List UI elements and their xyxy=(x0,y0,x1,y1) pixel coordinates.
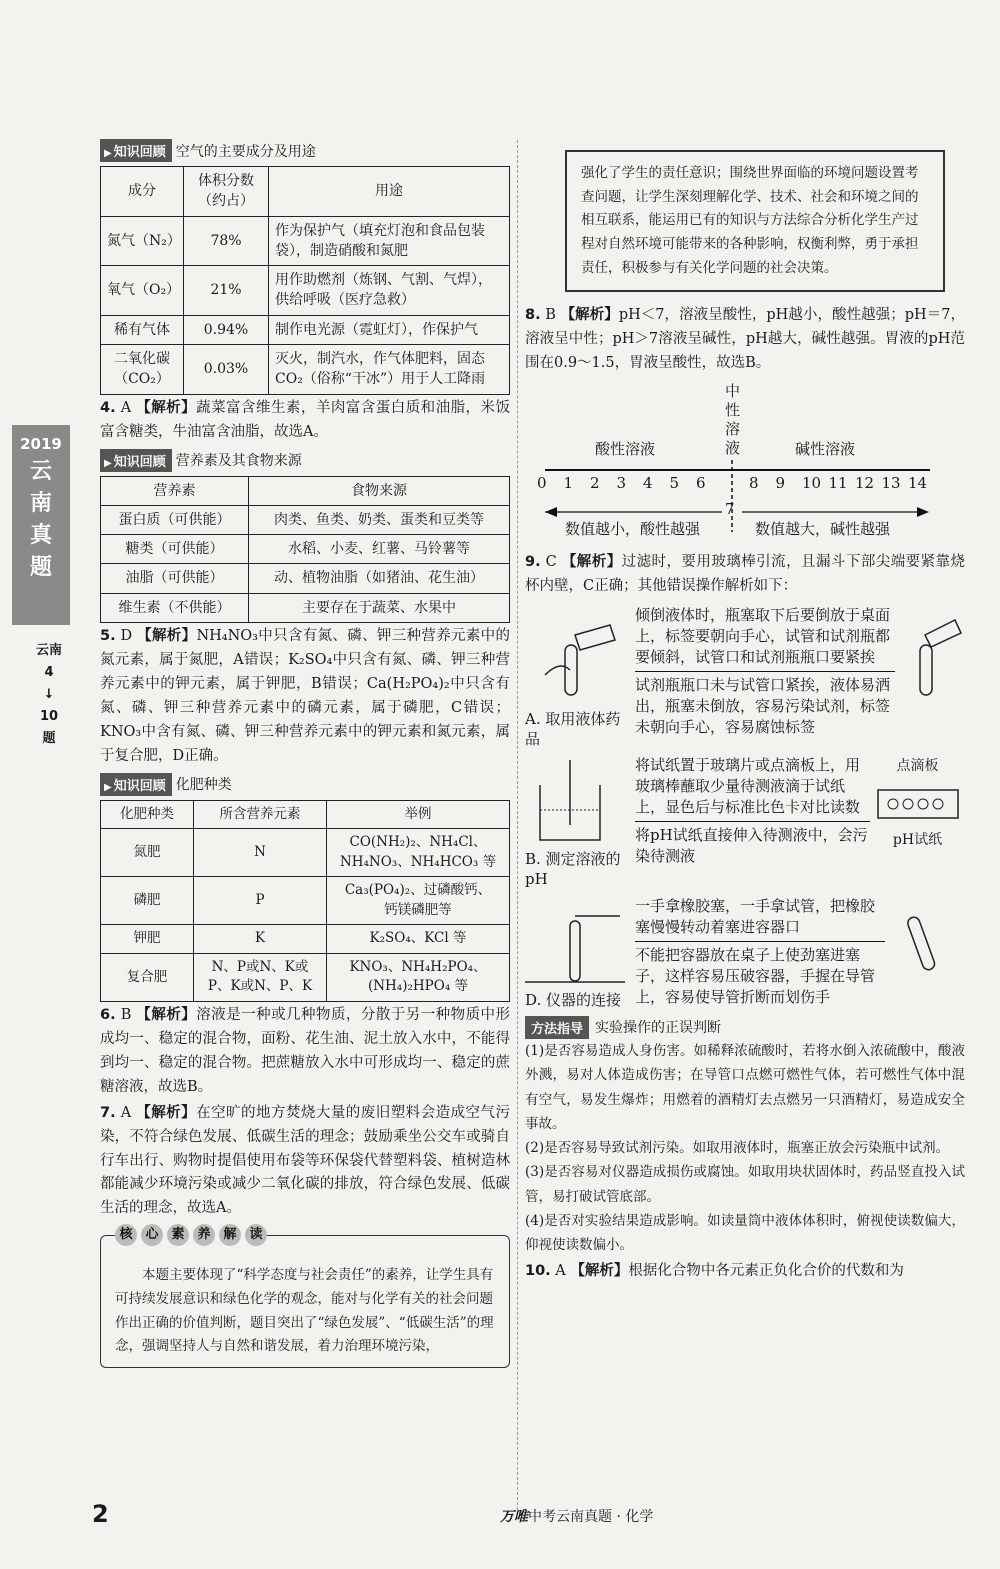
figure-b-arrow xyxy=(635,821,870,822)
nutri-title: 营养素及其食物来源 xyxy=(175,453,302,470)
base-label: 碱性溶液 xyxy=(795,439,856,458)
knowledge-tag: ▶ 知识回顾 xyxy=(100,139,172,162)
tube-stopper-icon xyxy=(885,896,965,986)
nutri-h0: 营养素 xyxy=(101,476,249,505)
spot-plate-icon xyxy=(873,775,963,825)
ph-tick-label: 1 xyxy=(563,473,574,492)
right-column xyxy=(525,150,965,1286)
method-item-4: (4)是否对实验结果造成影响。如读量筒中液体体积时，俯视使读数偏大，仰视使读数偏小。 xyxy=(525,1213,965,1254)
figure-b-left xyxy=(525,755,635,890)
figure-d xyxy=(525,896,965,1010)
q-answer: C xyxy=(545,553,557,570)
cell: 稀有气体 xyxy=(101,315,184,344)
ph-tick-label: 12 xyxy=(855,473,875,492)
figure-d-caption: D. 仪器的连接 xyxy=(525,990,622,1009)
cell: 蛋白质（可供能） xyxy=(101,505,249,534)
q-number: 4. xyxy=(100,399,116,416)
ph-tick-label: 10 xyxy=(802,473,822,492)
figure-b-caption: B. 测定溶液的pH xyxy=(525,850,621,889)
ph-paper-label: pH试纸 xyxy=(892,832,943,849)
q-answer: B xyxy=(545,307,556,324)
side-title-4: 题 xyxy=(29,555,52,580)
ph-scale xyxy=(525,382,965,537)
q-jiexi: 【解析】 xyxy=(136,1104,197,1121)
table-row xyxy=(101,266,510,316)
figure-b-right xyxy=(870,755,965,849)
q-jiexi: 【解析】 xyxy=(136,399,197,416)
footer xyxy=(0,1500,1000,1540)
figure-b xyxy=(525,755,965,890)
cell: 钾肥 xyxy=(101,925,194,954)
ph-tick-label: 2 xyxy=(590,473,600,492)
ph-tick-label: 13 xyxy=(881,473,901,492)
core-title-char: 解 xyxy=(219,1224,241,1246)
side-year: 2019 xyxy=(20,435,62,453)
figure-a-wrong: 试剂瓶瓶口未与试管口紧挨，液体易洒出，瓶塞未倒放，容易污染试剂，标签未朝向手心，容易腐蚀标签 xyxy=(635,675,891,736)
figure-a-text xyxy=(635,605,895,738)
spot-plate-label: 点滴板 xyxy=(896,758,939,775)
core-title-char: 读 xyxy=(245,1224,267,1246)
air-h1: 体积分数 （约占） xyxy=(184,167,269,217)
cell: 主要存在于蔬菜、水果中 xyxy=(249,593,510,622)
ph-tick-label: 3 xyxy=(616,473,627,492)
ph-tick-label: 5 xyxy=(669,473,680,492)
q-text: 溶液是一种或几种物质，分散于另一种物质中形成均一、稳定的混合物，面粉、花生油、泥土放入水中，不能得到均一、稳定的混合物。把蔗糖放入水中可形成均一、稳定的蔗糖溶液，故选B。 xyxy=(100,1007,511,1095)
side-arrow: ↓ xyxy=(43,687,55,702)
cell: 氮气（N₂） xyxy=(101,216,184,266)
figure-d-text xyxy=(635,896,885,1008)
table-row xyxy=(101,829,510,877)
seven-label: 7 xyxy=(725,499,735,518)
cell: 作为保护气（填充灯泡和食品包装袋），制造硝酸和氮肥 xyxy=(269,216,510,266)
q-jiexi: 【解析】 xyxy=(137,628,197,644)
q-answer: B xyxy=(120,1007,132,1024)
figure-a xyxy=(525,605,965,750)
q-number: 6. xyxy=(100,1007,116,1024)
column-divider xyxy=(517,140,518,1510)
air-h2: 用途 xyxy=(269,167,510,217)
side-title-3: 真 xyxy=(29,523,52,548)
q-text: 过滤时，要用玻璃棒引流，且漏斗下部尖端要紧靠烧杯内壁，C正确；其他错误操作解析如下： xyxy=(525,553,966,594)
cell: P xyxy=(194,877,327,925)
ph-tick-label: 9 xyxy=(775,473,786,492)
figure-b-correct: 将试纸置于玻璃片或点滴板上，用玻璃棒蘸取少量待测液滴于试纸上，显色后与标准比色卡对比读数 xyxy=(635,756,861,817)
ph-tick-label: 8 xyxy=(749,473,759,492)
side-title-2: 南 xyxy=(29,491,52,516)
q-jiexi: 【解析】 xyxy=(136,1007,197,1024)
table-row xyxy=(101,953,510,1001)
cell: 78% xyxy=(184,216,269,266)
ph-tick-label: 4 xyxy=(643,473,653,492)
cell: 灭火，制汽水，作气体肥料，固态CO₂（俗称“干冰”）用于人工降雨 xyxy=(269,345,510,395)
fert-table xyxy=(100,800,510,1003)
q-answer: D xyxy=(120,628,133,644)
cell: 二氧化碳 （CO₂） xyxy=(101,345,184,395)
table-row xyxy=(101,216,510,266)
question-6 xyxy=(100,1004,510,1100)
figure-b-wrong: 将pH试纸直接伸入待测液中，会污染待测液 xyxy=(635,826,868,866)
cell: 复合肥 xyxy=(101,953,194,1001)
q-jiexi: 【解析】 xyxy=(561,553,622,570)
ph-ticks xyxy=(525,474,965,496)
method-item-2: (2)是否容易导致试剂污染。如取用液体时，瓶塞正放会污染瓶中试剂。 xyxy=(525,1140,950,1157)
fert-h1: 所含营养元素 xyxy=(194,800,327,829)
cell: 21% xyxy=(184,266,269,316)
acid-label: 酸性溶液 xyxy=(595,439,656,458)
neutral-label: 中性溶液 xyxy=(725,381,741,457)
figure-a-left xyxy=(525,605,635,750)
question-9 xyxy=(525,551,965,599)
cell: 磷肥 xyxy=(101,877,194,925)
q-number: 10. xyxy=(525,1262,551,1279)
figure-d-correct: 一手拿橡胶塞，一手拿试管，把橡胶塞慢慢转动着塞进容器口 xyxy=(635,896,876,936)
q-text: 在空旷的地方焚烧大量的废旧塑料会造成空气污染，不符合绿色发展、低碳生活的理念；鼓励乘坐公交车或骑自行车出行、购物时提倡使用布袋等环保袋代替塑料袋、植树造林都能减少环境污染或减少二氧化碳的排放，符合绿色发展、低碳生活的理念，故选A。 xyxy=(100,1104,510,1217)
method-header xyxy=(525,1016,965,1039)
cell: 0.03% xyxy=(184,345,269,395)
table-row xyxy=(101,505,510,534)
cell: KNO₃、NH₄H₂PO₄、 (NH₄)₂HPO₄ 等 xyxy=(327,953,510,1001)
question-5 xyxy=(100,625,510,769)
cell: 用作助燃剂（炼钢、气割、气焊），供给呼吸（医疗急救） xyxy=(269,266,510,316)
fert-h0: 化肥种类 xyxy=(101,800,194,829)
table-row xyxy=(101,564,510,593)
q-number: 9. xyxy=(525,553,541,570)
q-number: 5. xyxy=(100,628,116,644)
left-column xyxy=(100,135,510,1368)
q-text: NH₄NO₃中只含有氮、磷、钾三种营养元素中的氮元素，属于氮肥，A错误；K₂SO₄中只含有氮、磷、钾三种营养元素中的钾元素，属于钾肥，B错误；Ca(H₂PO₄)₂中只含有氮、磷、钾三种营养元素中的磷元素，属于磷肥，C错误；KNO₃中含有氮、磷、钾三种营养元素中的钾元素和氮元素，属于复合肥，D正确。 xyxy=(100,628,511,764)
method-tag: 方法指导 xyxy=(525,1016,589,1039)
table-row xyxy=(101,877,510,925)
acid-note: 数值越小，酸性越强 xyxy=(565,519,701,538)
cell: N、P或N、K或 P、K或N、P、K xyxy=(194,953,327,1001)
cell: 0.94% xyxy=(184,315,269,344)
q-number: 7. xyxy=(100,1104,116,1121)
knowledge-tag: ▶ 知识回顾 xyxy=(100,773,172,796)
cell: Ca₃(PO₄)₂、过磷酸钙、 钙镁磷肥等 xyxy=(327,877,510,925)
cell: 氧气（O₂） xyxy=(101,266,184,316)
base-arrowhead xyxy=(917,507,929,517)
q-number: 8. xyxy=(525,307,541,324)
ph-tick-label: 11 xyxy=(828,473,848,492)
air-header xyxy=(100,139,510,162)
cell: CO(NH₂)₂、NH₄Cl、 NH₄NO₃、NH₄HCO₃ 等 xyxy=(327,829,510,877)
core-continued-text: 强化了学生的责任意识；围绕世界面临的环境问题设置考查问题，让学生深刻理解化学、技术、社会和环境之间的相互联系，能运用已有的知识与方法综合分析化学生产过程对自然环境可能带来的各种影响，权衡利弊，勇于承担责任，积极参与有关化学问题的社会决策。 xyxy=(581,165,919,276)
figure-a-correct: 倾倒液体时，瓶塞取下后要倒放于桌面上，标签要朝向手心，试管和试剂瓶都要倾斜，试管口和试剂瓶瓶口要紧挨 xyxy=(635,605,891,666)
q-text: 蔬菜富含维生素，羊肉富含蛋白质和油脂，米饭富含糖类，牛油富含油脂，故选A。 xyxy=(100,399,510,440)
core-title-char: 心 xyxy=(141,1224,163,1246)
page-number: 2 xyxy=(92,1500,109,1528)
q-answer: A xyxy=(555,1262,566,1279)
fert-h2: 举例 xyxy=(327,800,510,829)
ph-scale-diagram xyxy=(525,382,965,537)
q-answer: A xyxy=(120,399,132,416)
nutri-table xyxy=(100,476,510,623)
cell: K₂SO₄、KCl 等 xyxy=(327,925,510,954)
figure-d-arrow xyxy=(635,941,885,942)
q-answer: A xyxy=(120,1104,132,1121)
cell: 制作电光源（霓虹灯），作保护气 xyxy=(269,315,510,344)
figure-b-text xyxy=(635,755,870,867)
cell: K xyxy=(194,925,327,954)
knowledge-tag: ▶ 知识回顾 xyxy=(100,449,172,472)
side-tab xyxy=(12,425,70,625)
q-jiexi: 【解析】 xyxy=(570,1262,629,1279)
core-literacy-box xyxy=(100,1227,510,1368)
method-item-3: (3)是否容易对仪器造成损伤或腐蚀。如取用块状固体时，药品竖直投入试管，易打破试管底部。 xyxy=(525,1164,965,1205)
method-title: 实验操作的正误判断 xyxy=(595,1020,722,1037)
side-range-start: 4 xyxy=(44,665,54,680)
cell: 氮肥 xyxy=(101,829,194,877)
brand-text: 中考云南真题 · 化学 xyxy=(528,1509,654,1525)
side-region: 云南 xyxy=(35,643,62,658)
core-title-char: 素 xyxy=(167,1224,189,1246)
stopper-icon xyxy=(525,896,625,986)
table-row xyxy=(101,345,510,395)
cell: 肉类、鱼类、奶类、蛋类和豆类等 xyxy=(249,505,510,534)
question-4 xyxy=(100,397,510,445)
cell: 糖类（可供能） xyxy=(101,535,249,564)
fert-title: 化肥种类 xyxy=(175,777,232,794)
q-jiexi: 【解析】 xyxy=(560,307,619,324)
base-note: 数值越大，碱性越强 xyxy=(755,519,891,538)
test-tube-wrong-icon xyxy=(895,605,965,705)
nutri-header xyxy=(100,449,510,472)
brand-logo: 万唯 xyxy=(500,1509,528,1525)
table-row xyxy=(101,593,510,622)
side-range xyxy=(34,640,64,750)
air-table xyxy=(100,166,510,395)
q-text: 根据化合物中各元素正负化合价的代数和为 xyxy=(628,1262,904,1279)
table-row xyxy=(101,925,510,954)
method-item-1: (1)是否容易造成人身伤害。如稀释浓硫酸时，若将水倒入浓硫酸中，酸液外溅，易对人体造成伤害；在导管口点燃可燃性气体，若可燃性气体中混有空气，易发生爆炸；用燃着的酒精灯去点燃另一只酒精灯，易造成安全事故。 xyxy=(525,1042,965,1132)
fert-header xyxy=(100,773,510,796)
core-text: 本题主要体现了“科学态度与社会责任”的素养，让学生具有可持续发展意识和绿色化学的观念，能对与化学有关的社会问题作出正确的价值判断，题目突出了“绿色发展”、“低碳生活”的理念，强调坚持人与自然和谐发展，着力治理环境污染， xyxy=(115,1267,494,1355)
question-7 xyxy=(100,1102,510,1222)
nutri-h1: 食物来源 xyxy=(249,476,510,505)
figure-a-arrow xyxy=(635,671,895,672)
cell: 维生素（不供能） xyxy=(101,593,249,622)
beaker-ph-icon xyxy=(525,755,625,845)
q-text: pH＜7，溶液呈酸性，pH越小，酸性越强；pH＝7，溶液呈中性；pH＞7溶液呈碱性，pH越大，碱性越强。胃液的pH范围在0.9～1.5，胃液呈酸性，故选B。 xyxy=(525,307,966,371)
ph-tick-label: 14 xyxy=(908,473,928,492)
cell: 油脂（可供能） xyxy=(101,564,249,593)
question-8 xyxy=(525,304,965,376)
core-title-char: 养 xyxy=(193,1224,215,1246)
side-title-1: 云 xyxy=(29,459,52,484)
question-10 xyxy=(525,1260,965,1284)
table-row xyxy=(101,535,510,564)
cell: 动、植物油脂（如猪油、花生油） xyxy=(249,564,510,593)
core-continued-box xyxy=(565,150,945,292)
cell: N xyxy=(194,829,327,877)
side-range-end: 10 xyxy=(39,709,59,724)
figure-d-left xyxy=(525,896,635,1010)
ph-tick-label: 6 xyxy=(696,473,706,492)
side-suffix: 题 xyxy=(42,731,56,746)
core-title xyxy=(115,1224,267,1246)
acid-arrowhead xyxy=(545,507,557,517)
air-h0: 成分 xyxy=(101,167,184,217)
ph-tick-label: 0 xyxy=(537,473,547,492)
footer-brand xyxy=(500,1506,653,1526)
cell: 水稻、小麦、红薯、马铃薯等 xyxy=(249,535,510,564)
figure-d-wrong: 不能把容器放在桌子上使劲塞进塞子，这样容易压破容器，手握在导管上，容易使导管折断而划伤手 xyxy=(635,945,876,1006)
air-title: 空气的主要成分及用途 xyxy=(175,143,316,160)
table-row xyxy=(101,315,510,344)
core-title-char: 核 xyxy=(115,1224,137,1246)
test-tube-pour-icon xyxy=(525,605,625,705)
figure-a-caption: A. 取用液体药品 xyxy=(525,709,621,748)
